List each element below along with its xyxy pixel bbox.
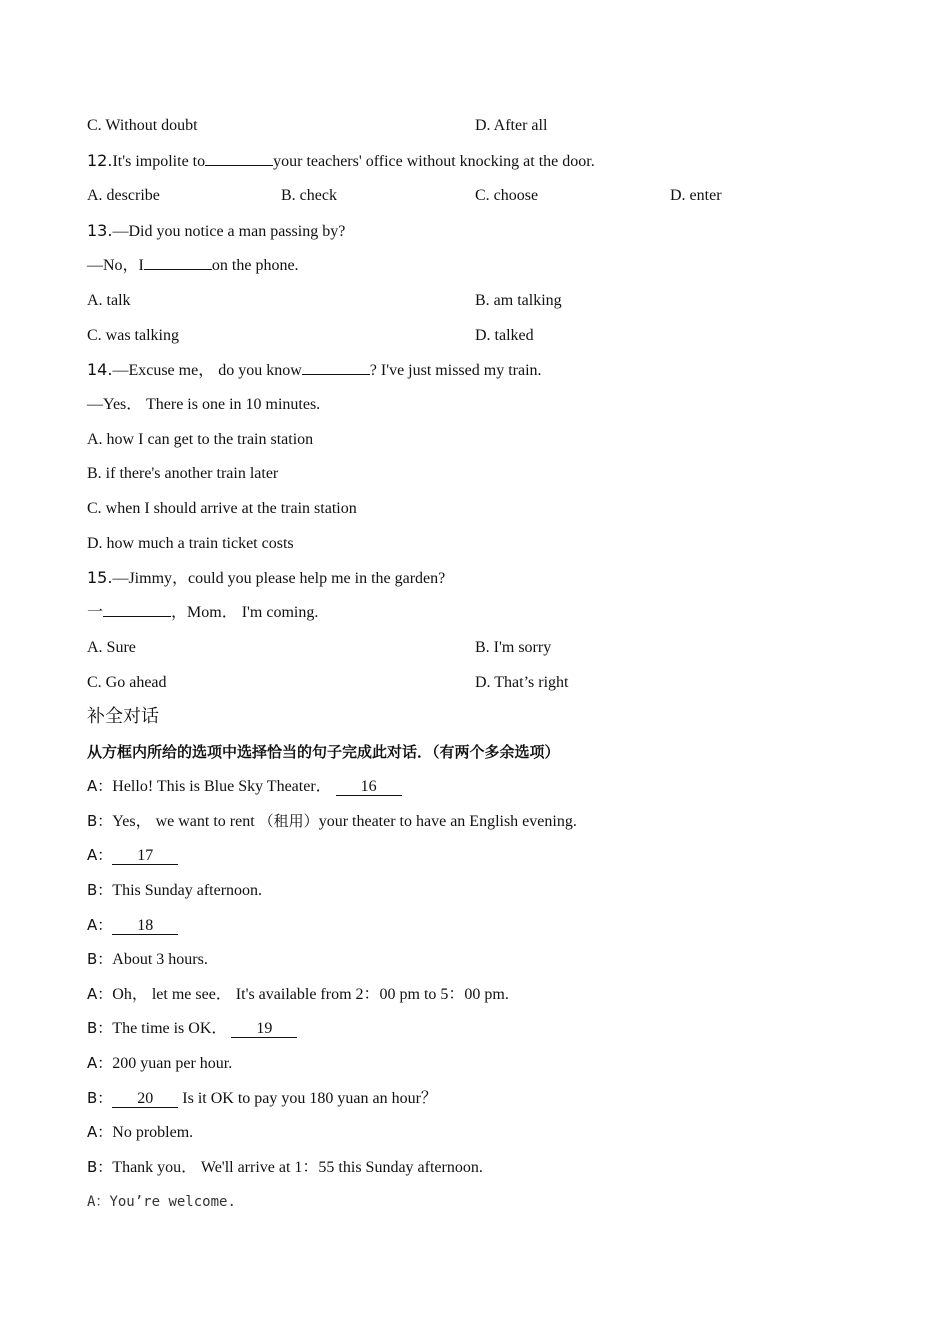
dialogue-line-11 bbox=[87, 1122, 193, 1143]
q12-stem bbox=[87, 151, 595, 172]
q14-option-b: B. if there's another train later bbox=[87, 465, 279, 482]
q11-option-d: D. After all bbox=[475, 117, 548, 134]
speaker-label: B： bbox=[87, 1158, 113, 1176]
q14-stem bbox=[87, 360, 542, 381]
dialogue-text: your theater to have an English evening. bbox=[318, 813, 577, 830]
dialogue-line-6 bbox=[87, 949, 208, 970]
section-instruction: 从方框内所给的选项中选择恰当的句子完成此对话．（有两个多余选项） bbox=[87, 743, 560, 761]
q13-stem bbox=[87, 221, 345, 242]
dialogue-line-12 bbox=[87, 1157, 483, 1178]
q13-option-c: C. was talking bbox=[87, 327, 179, 344]
dialogue-line-5 bbox=[87, 915, 178, 936]
q14-stem-pre: —Excuse me， do you know bbox=[112, 362, 302, 379]
q15-option-c: C. Go ahead bbox=[87, 674, 167, 691]
section-title: 补全对话 bbox=[87, 706, 159, 727]
q13-option-d: D. talked bbox=[475, 327, 534, 344]
q12-stem-pre: It's impolite to bbox=[112, 153, 206, 170]
dialogue-text: No problem. bbox=[112, 1124, 194, 1141]
q15-option-a: A. Sure bbox=[87, 639, 136, 656]
q15-option-b: B. I'm sorry bbox=[475, 639, 552, 656]
q11-option-c: C. Without doubt bbox=[87, 117, 198, 134]
dialogue-text: The time is OK． bbox=[112, 1020, 228, 1037]
q15-reply-post: ，Mom． I'm coming. bbox=[171, 604, 319, 621]
speaker-label: A： bbox=[87, 1123, 113, 1141]
speaker-label: A： bbox=[87, 985, 113, 1003]
q12-option-d: D. enter bbox=[670, 187, 722, 204]
q12-option-b: B. check bbox=[281, 187, 337, 204]
dialogue-line-8 bbox=[87, 1018, 297, 1039]
chinese-gloss: （租用） bbox=[258, 812, 319, 830]
dialogue-line-4 bbox=[87, 880, 262, 901]
q13-reply bbox=[87, 256, 299, 276]
q14-stem-post: ? I've just missed my train. bbox=[369, 362, 542, 379]
q12-stem-post: your teachers' office without knocking at the door. bbox=[273, 153, 595, 170]
q13-stem-text: —Did you notice a man passing by? bbox=[112, 223, 346, 240]
answer-blank-19: 19 bbox=[231, 1021, 297, 1038]
q15-stem bbox=[87, 568, 445, 589]
dialogue-text: Oh， let me see． It's available from 2：00 pm to 5：00 pm. bbox=[112, 986, 509, 1003]
dialogue-line-10 bbox=[87, 1088, 437, 1109]
dialogue-text: Yes， we want to rent bbox=[112, 813, 259, 830]
dialogue-line-2 bbox=[87, 811, 577, 832]
q15-reply bbox=[87, 603, 318, 623]
q12-number: 12. bbox=[87, 151, 113, 170]
answer-blank-16: 16 bbox=[336, 779, 402, 796]
dialogue-text: Thank you． We'll arrive at 1：55 this Sunday afternoon. bbox=[112, 1159, 483, 1176]
speaker-label: B： bbox=[87, 812, 113, 830]
q13-reply-pre: —No，I bbox=[87, 257, 144, 274]
q14-number: 14. bbox=[87, 360, 113, 379]
speaker-label: A： bbox=[87, 916, 113, 934]
dialogue-line-13 bbox=[87, 1192, 236, 1212]
q12-blank bbox=[205, 165, 273, 166]
q15-reply-pre: 一 bbox=[87, 604, 104, 621]
answer-blank-18: 18 bbox=[112, 918, 178, 935]
dialogue-line-7 bbox=[87, 984, 509, 1005]
q13-blank bbox=[144, 269, 212, 270]
speaker-label: B： bbox=[87, 1089, 113, 1107]
dialogue-line-1 bbox=[87, 776, 402, 797]
q13-option-a: A. talk bbox=[87, 292, 131, 309]
speaker-label: B： bbox=[87, 1019, 113, 1037]
speaker-label: B： bbox=[87, 881, 113, 899]
speaker-label: A： bbox=[87, 1194, 110, 1210]
answer-blank-20: 20 bbox=[112, 1091, 178, 1108]
speaker-label: A： bbox=[87, 1054, 113, 1072]
speaker-label: A： bbox=[87, 846, 113, 864]
q14-option-d: D. how much a train ticket costs bbox=[87, 535, 294, 552]
dialogue-text: Is it OK to pay you 180 yuan an hour？ bbox=[182, 1090, 437, 1107]
dialogue-text: You’re welcome. bbox=[109, 1194, 236, 1210]
answer-blank-17: 17 bbox=[112, 848, 178, 865]
dialogue-text: Hello! This is Blue Sky Theater． bbox=[112, 778, 332, 795]
dialogue-text: This Sunday afternoon. bbox=[112, 882, 263, 899]
q15-blank bbox=[103, 616, 171, 617]
dialogue-text: 200 yuan per hour. bbox=[112, 1055, 233, 1072]
q14-option-a: A. how I can get to the train station bbox=[87, 431, 314, 448]
speaker-label: B： bbox=[87, 950, 113, 968]
q13-reply-post: on the phone. bbox=[211, 257, 299, 274]
dialogue-text: About 3 hours. bbox=[112, 951, 208, 968]
speaker-label: A： bbox=[87, 777, 113, 795]
q15-number: 15. bbox=[87, 568, 113, 587]
q13-option-b: B. am talking bbox=[475, 292, 562, 309]
q14-option-c: C. when I should arrive at the train station bbox=[87, 500, 357, 517]
q12-option-c: C. choose bbox=[475, 187, 539, 204]
q13-number: 13. bbox=[87, 221, 113, 240]
q14-blank bbox=[302, 374, 370, 375]
q15-stem-text: —Jimmy，could you please help me in the garden? bbox=[112, 570, 446, 587]
dialogue-line-3 bbox=[87, 845, 178, 866]
q15-option-d: D. That’s right bbox=[475, 674, 569, 691]
dialogue-line-9 bbox=[87, 1053, 232, 1074]
q12-option-a: A. describe bbox=[87, 187, 160, 204]
q14-reply: —Yes． There is one in 10 minutes. bbox=[87, 396, 321, 413]
